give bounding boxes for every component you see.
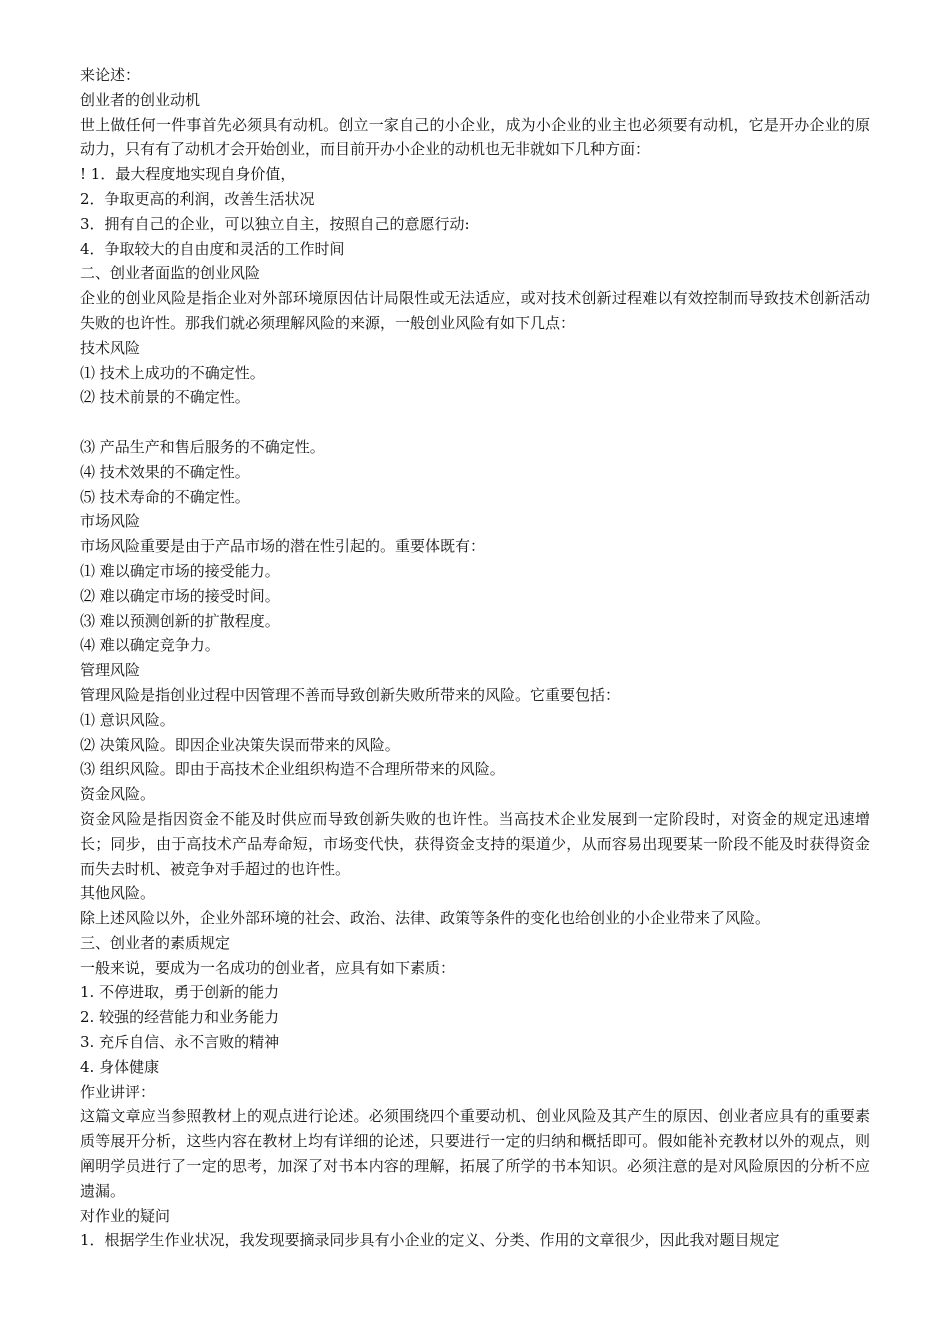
list-item: ⑶ 难以预测创新的扩散程度。	[80, 611, 280, 630]
text-line: 除上述风险以外，企业外部环境的社会、政治、法律、政策等条件的变化也给创业的小企业带来了风险。	[80, 909, 771, 928]
section-heading: 创业者的创业动机	[80, 90, 201, 109]
section-heading: 三、创业者的素质规定	[80, 933, 231, 952]
list-item: 4. 身体健康	[80, 1057, 160, 1076]
subsection-heading: 对作业的疑问	[80, 1206, 171, 1225]
paragraph: 这篇文章应当参照教材上的观点进行论述。必须围绕四个重要动机、创业风险及其产生的原因、创业者应具有的重要素质等展开分析，这些内容在教材上均有详细的论述，只要进行一定的归纳和概括即可。假如能补充教材以外的观点，则阐明学员进行了一定的思考，加深了对书本内容的理解，拓展了所学的书本知识。必须注意的是对风险原因的分析不应遗漏。	[80, 1107, 870, 1200]
list-item: ⑴ 难以确定市场的接受能力。	[80, 561, 280, 580]
text-line: 一般来说，要成为一名成功的创业者，应具有如下素质：	[80, 958, 456, 977]
list-item: 1. 不停进取，勇于创新的能力	[80, 983, 280, 1002]
subsection-heading: 市场风险	[80, 512, 141, 531]
list-item: ⑵ 难以确定市场的接受时间。	[80, 586, 280, 605]
document-page	[80, 63, 870, 1253]
text-line: 管理风险是指创业过程中因管理不善而导致创新失败所带来的风险。它重要包括：	[80, 685, 621, 704]
list-item: ⑶ 组织风险。即由于高技术企业组织构造不合理所带来的风险。	[80, 760, 505, 779]
blank-line	[80, 410, 870, 435]
list-item: ⑶ 产品生产和售后服务的不确定性。	[80, 437, 325, 456]
section-heading: 二、创业者面监的创业风险	[80, 264, 261, 283]
list-item: ⑵ 技术前景的不确定性。	[80, 388, 250, 407]
list-item: ⑸ 技术寿命的不确定性。	[80, 487, 250, 506]
subsection-heading: 其他风险。	[80, 884, 156, 903]
paragraph: 资金风险是指因资金不能及时供应而导致创新失败的也许性。当高技术企业发展到一定阶段时，对资金的规定迅速增长；同步，由于高技术产品寿命短，市场变代快，获得资金支持的渠道少，从而容易出现要某一阶段不能及时获得资金而失去时机、被竞争对手超过的也许性。	[80, 809, 870, 878]
list-item: ⑷ 技术效果的不确定性。	[80, 462, 250, 481]
list-item: ⑷ 难以确定竞争力。	[80, 636, 220, 655]
list-item: ⑵ 决策风险。即因企业决策失误而带来的风险。	[80, 735, 400, 754]
list-item: ⑴ 技术上成功的不确定性。	[80, 363, 265, 382]
list-item: 4．争取较大的自由度和灵活的工作时间	[80, 239, 345, 258]
text-line: 来论述：	[80, 66, 141, 84]
subsection-heading: 资金风险。	[80, 785, 156, 804]
subsection-heading: 管理风险	[80, 661, 141, 680]
list-item: ⑴ 意识风险。	[80, 710, 175, 729]
subsection-heading: 作业讲评：	[80, 1082, 156, 1101]
text-line: 1．根据学生作业状况，我发现要摘录同步具有小企业的定义、分类、作用的文章很少，因此我对题目规定	[80, 1231, 780, 1250]
list-item: 2．争取更高的利润，改善生活状况	[80, 189, 315, 208]
list-item: 3．拥有自己的企业，可以独立自主，按照自己的意愿行动:	[80, 214, 470, 233]
list-item: 3. 充斥自信、永不言败的精神	[80, 1033, 280, 1052]
subsection-heading: 技术风险	[80, 338, 141, 357]
list-item: 2. 较强的经营能力和业务能力	[80, 1008, 280, 1027]
text-line: 市场风险重要是由于产品市场的潜在性引起的。重要体既有：	[80, 537, 486, 556]
paragraph: 世上做任何一件事首先必须具有动机。创立一家自己的小企业，成为小企业的业主也必须要有动机，它是开办企业的原动力，只有有了动机才会开始创业，而目前开办小企业的动机也无非就如下几种方面：	[80, 115, 870, 159]
list-item: ! 1．最大程度地实现自身价值，	[80, 165, 296, 184]
paragraph: 企业的创业风险是指企业对外部环境原因估计局限性或无法适应，或对技术创新过程难以有效控制而导致技术创新活动失败的也许性。那我们就必须理解风险的来源，一般创业风险有如下几点：	[80, 289, 870, 332]
